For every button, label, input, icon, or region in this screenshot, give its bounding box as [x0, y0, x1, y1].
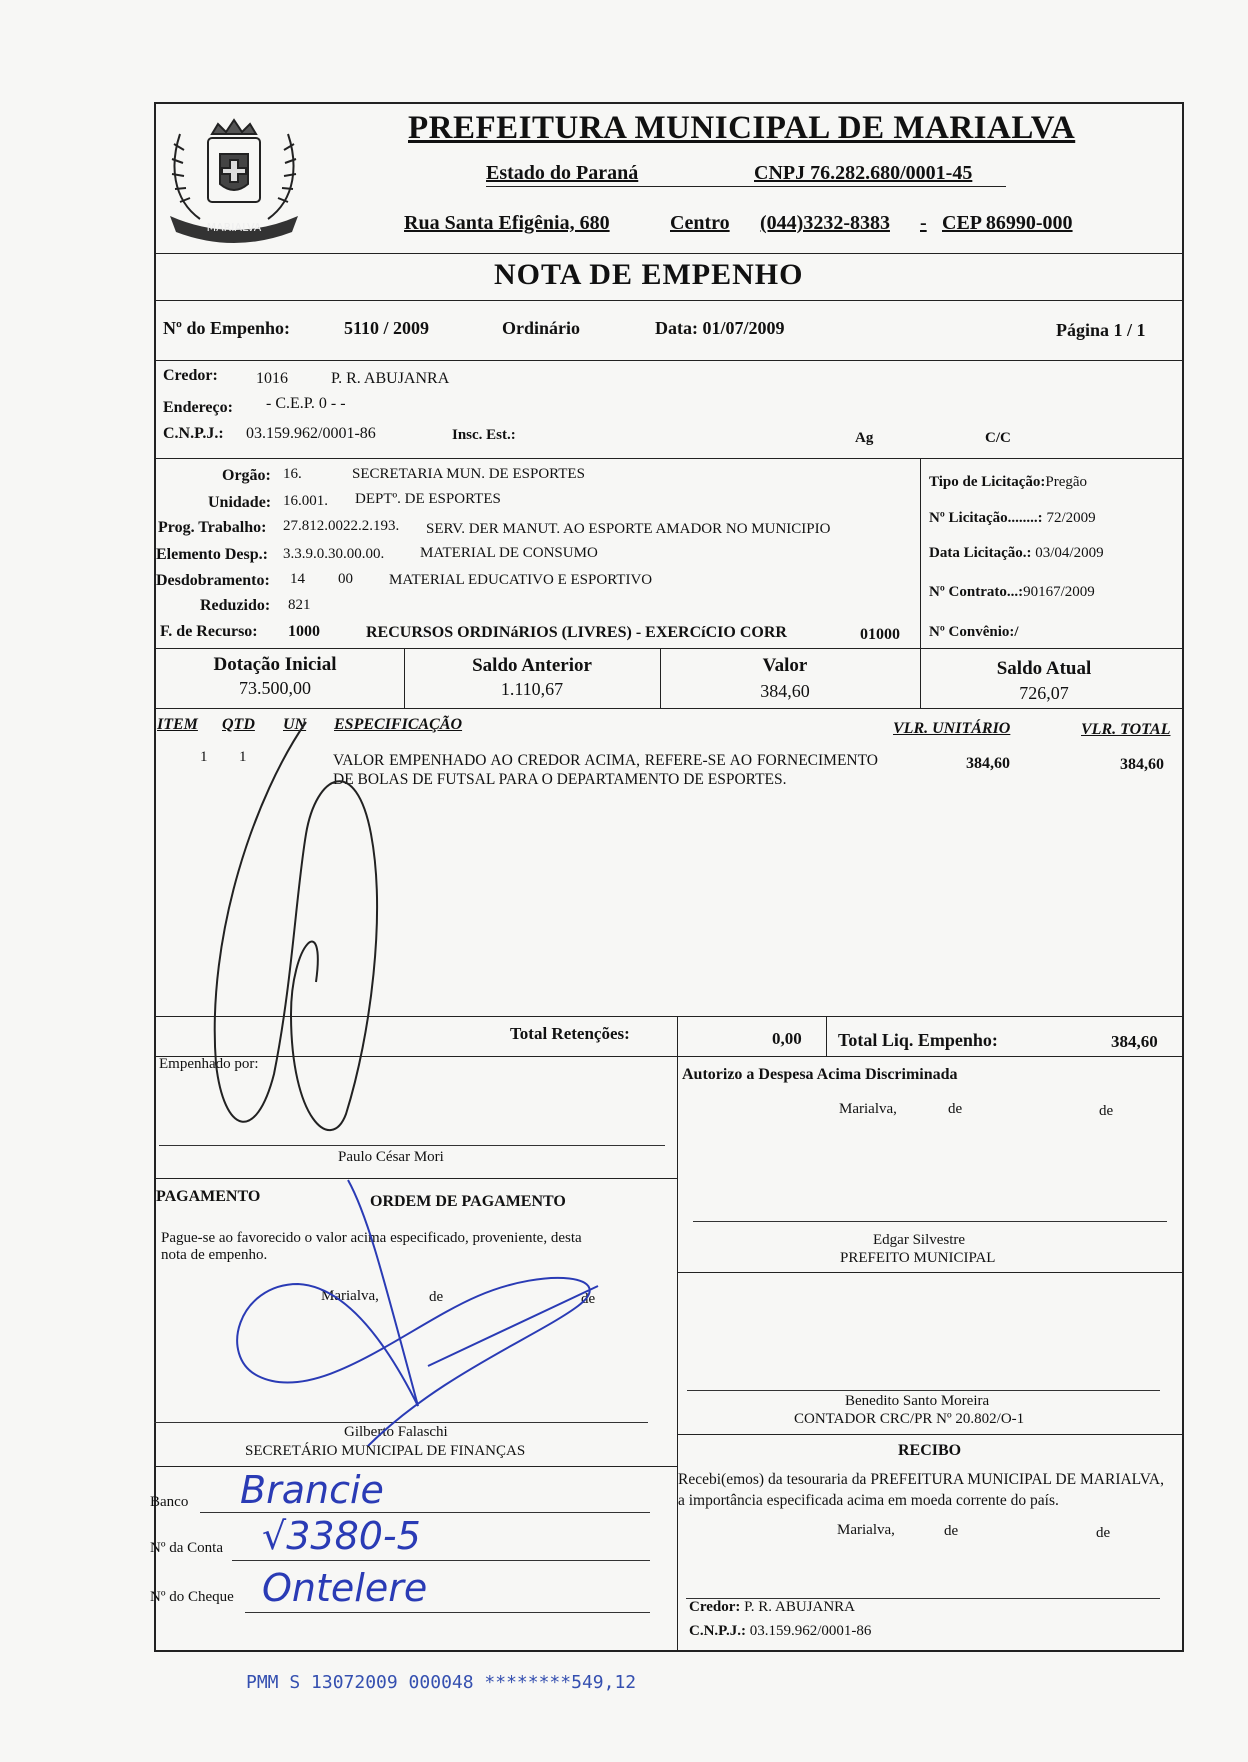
seal-text: MARIALVA [206, 221, 262, 234]
pagamento-de-2: de [581, 1291, 596, 1307]
elemento-name: MATERIAL DE CONSUMO [420, 545, 598, 561]
street-address: Rua Santa Efigênia, 680 [404, 212, 610, 234]
orgao-name: SECRETARIA MUN. DE ESPORTES [352, 466, 585, 482]
autorizo-de-1: de [948, 1101, 963, 1117]
unidade-code: 16.001. [283, 493, 328, 509]
numero-convenio-label: Nº Convênio:/ [929, 624, 1019, 640]
column-qtd: QTD [222, 716, 255, 733]
fonte-recurso-code: 1000 [288, 623, 320, 640]
dotacao-inicial-label: Dotação Inicial [213, 654, 337, 675]
autorizo-label: Autorizo a Despesa Acima Discriminada [682, 1066, 958, 1083]
footer-stamp-code: PMM S 13072009 000048 ********549,12 [246, 1672, 637, 1693]
district: Centro [670, 212, 730, 234]
recibo-de-2: de [1096, 1525, 1111, 1541]
total-liquido-label: Total Liq. Empenho: [838, 1030, 998, 1050]
secretario-signature [218, 1176, 638, 1446]
secretario-name: Gilberto Falaschi [344, 1424, 448, 1440]
banco-handwritten: Brancie [240, 1468, 384, 1512]
empenho-type: Ordinário [502, 318, 581, 338]
recibo-cnpj [689, 1623, 871, 1640]
prefeito-name: Edgar Silvestre [873, 1232, 966, 1248]
orgao-code: 16. [283, 466, 302, 482]
banco-line [200, 1512, 650, 1513]
banco-label: Banco [150, 1494, 189, 1510]
state-name: Estado do Paraná [486, 162, 639, 184]
recibo-cnpj-label: C.N.P.J.: [689, 1623, 746, 1639]
empenho-date: Data: 01/07/2009 [655, 318, 785, 338]
column-especificacao: ESPECIFICAÇÃO [334, 716, 463, 733]
dotacao-inicial-value: 73.500,00 [239, 678, 311, 698]
numero-contrato [929, 584, 1095, 601]
elemento-code: 3.3.9.0.30.00.00. [283, 546, 385, 562]
empenhado-signature-line [159, 1145, 665, 1146]
fonte-recurso-sub: 01000 [860, 626, 900, 643]
item-unit-value: 384,60 [966, 755, 1010, 772]
empenho-number-label: Nº do Empenho: [163, 318, 290, 338]
pagamento-city: Marialva, [321, 1288, 379, 1304]
prog-trabalho-label: Prog. Trabalho: [158, 519, 267, 536]
recibo-label: RECIBO [898, 1442, 962, 1459]
cep: CEP 86990-000 [942, 212, 1073, 234]
credor-name: P. R. ABUJANRA [331, 370, 450, 387]
municipality-title: PREFEITURA MUNICIPAL DE MARIALVA [408, 110, 1076, 146]
credor-cnpj-label: C.N.P.J.: [163, 425, 224, 442]
column-un: UN [283, 716, 307, 733]
item-number: 1 [200, 749, 208, 765]
column-item: ITEM [157, 716, 198, 733]
recibo-city: Marialva, [837, 1522, 895, 1538]
unidade-label: Unidade: [208, 494, 272, 511]
autorizo-de-2: de [1099, 1103, 1114, 1119]
empenho-number: 5110 / 2009 [344, 318, 430, 338]
credor-label: Credor: [163, 367, 218, 384]
contador-name: Benedito Santo Moreira [845, 1393, 990, 1409]
prog-trabalho-code: 27.812.0022.2.193. [283, 518, 400, 534]
numero-contrato-label: Nº Contrato...: [929, 584, 1024, 600]
pagamento-text-line-1: Pague-se ao favorecido o valor acima especificado, proveniente, desta [161, 1230, 582, 1246]
endereco-label: Endereço: [163, 399, 233, 416]
cheque-label: Nº do Cheque [150, 1589, 234, 1605]
endereco-value: - C.E.P. 0 - - [266, 395, 346, 412]
pagamento-label: PAGAMENTO [156, 1188, 261, 1205]
numero-licitacao [929, 510, 1096, 527]
address-separator: - [920, 212, 927, 234]
autorizo-city: Marialva, [839, 1101, 897, 1117]
saldo-atual-value: 726,07 [1019, 683, 1069, 703]
document-title: NOTA DE EMPENHO [494, 258, 804, 291]
credor-code: 1016 [256, 370, 288, 387]
prefeito-signature-line [693, 1221, 1167, 1222]
fonte-recurso-label: F. de Recurso: [160, 623, 258, 640]
numero-licitacao-value: 72/2009 [1046, 510, 1096, 526]
total-retencoes-label: Total Retenções: [510, 1024, 630, 1043]
orgao-label: Orgão: [222, 467, 271, 484]
data-licitacao-value: 03/04/2009 [1035, 545, 1104, 561]
prefeito-title: PREFEITO MUNICIPAL [840, 1250, 996, 1266]
total-retencoes-value: 0,00 [772, 1029, 802, 1048]
desdobramento-sub: 00 [338, 571, 353, 587]
conta-line [232, 1560, 650, 1561]
conta-label: Nº da Conta [150, 1540, 223, 1556]
saldo-anterior-label: Saldo Anterior [472, 655, 592, 676]
recibo-credor [689, 1599, 855, 1616]
pagamento-de-1: de [429, 1289, 444, 1305]
recibo-credor-label: Credor: [689, 1599, 741, 1615]
saldo-atual-label: Saldo Atual [996, 658, 1092, 679]
numero-licitacao-label: Nº Licitação........: [929, 510, 1043, 526]
ordem-pagamento-label: ORDEM DE PAGAMENTO [370, 1193, 566, 1210]
reduzido-label: Reduzido: [200, 597, 271, 614]
contador-title: CONTADOR CRC/PR Nº 20.802/O-1 [794, 1411, 1025, 1427]
column-valor-unitario: VLR. UNITÁRIO [893, 720, 1011, 737]
desdobramento-label: Desdobramento: [156, 572, 270, 589]
column-valor-total: VLR. TOTAL [1081, 721, 1171, 738]
valor-label: Valor [762, 655, 808, 676]
municipality-cnpj: CNPJ 76.282.680/0001-45 [754, 162, 973, 184]
unidade-name: DEPTº. DE ESPORTES [355, 491, 501, 507]
prog-trabalho-name: SERV. DER MANUT. AO ESPORTE AMADOR NO MUNICIPIO [426, 521, 831, 537]
numero-contrato-value: 90167/2009 [1023, 584, 1095, 600]
fonte-recurso-name: RECURSOS ORDINáRIOS (LIVRES) - EXERCíCIO CORR [366, 624, 787, 641]
account-label: C/C [985, 430, 1011, 446]
contador-signature-line [687, 1390, 1160, 1391]
tipo-licitacao [929, 474, 1087, 491]
empenhado-por-name: Paulo César Mori [338, 1149, 444, 1165]
recibo-de-1: de [944, 1523, 959, 1539]
item-total-value: 384,60 [1120, 756, 1164, 773]
total-liquido-value: 384,60 [1111, 1032, 1158, 1051]
phone: (044)3232-8383 [760, 212, 890, 234]
reduzido-value: 821 [288, 597, 311, 613]
pagamento-text-line-2: nota de empenho. [161, 1247, 268, 1263]
tipo-licitacao-value: Pregão [1045, 474, 1088, 490]
desdobramento-code: 14 [290, 571, 305, 587]
recibo-text: Recebi(emos) da tesouraria da PREFEITURA MUNICIPAL DE MARIALVA, a importância especificada acima em moeda corrente do país. [678, 1471, 1164, 1509]
empenhado-por-label: Empenhado por: [159, 1056, 259, 1072]
recibo-credor-name: P. R. ABUJANRA [744, 1599, 855, 1615]
credor-cnpj: 03.159.962/0001-86 [246, 425, 376, 442]
tipo-licitacao-label: Tipo de Licitação: [929, 474, 1046, 490]
empenhado-signature [196, 714, 406, 1144]
municipal-seal [160, 104, 308, 246]
cheque-line [245, 1612, 650, 1613]
valor-value: 384,60 [760, 681, 810, 701]
page-number: Página 1 / 1 [1056, 320, 1146, 340]
insc-est-label: Insc. Est.: [452, 427, 516, 443]
desdobramento-name: MATERIAL EDUCATIVO E ESPORTIVO [389, 572, 653, 588]
secretario-title: SECRETÁRIO MUNICIPAL DE FINANÇAS [245, 1443, 526, 1459]
data-licitacao [929, 545, 1104, 562]
conta-handwritten: √3380-5 [262, 1514, 421, 1558]
recibo-cnpj-value: 03.159.962/0001-86 [749, 1623, 872, 1639]
item-qty: 1 [239, 749, 247, 765]
data-licitacao-label: Data Licitação.: [929, 545, 1032, 561]
header-underline [486, 186, 1006, 187]
agency-label: Ag [855, 430, 874, 446]
item-description: VALOR EMPENHADO AO CREDOR ACIMA, REFERE-SE AO FORNECIMENTO DE BOLAS DE FUTSAL PARA O DEPARTAMENTO DE ESPORTES. [333, 752, 878, 788]
cheque-handwritten: Ontelere [262, 1566, 428, 1610]
saldo-anterior-value: 1.110,67 [500, 679, 564, 699]
elemento-label: Elemento Desp.: [156, 546, 268, 563]
